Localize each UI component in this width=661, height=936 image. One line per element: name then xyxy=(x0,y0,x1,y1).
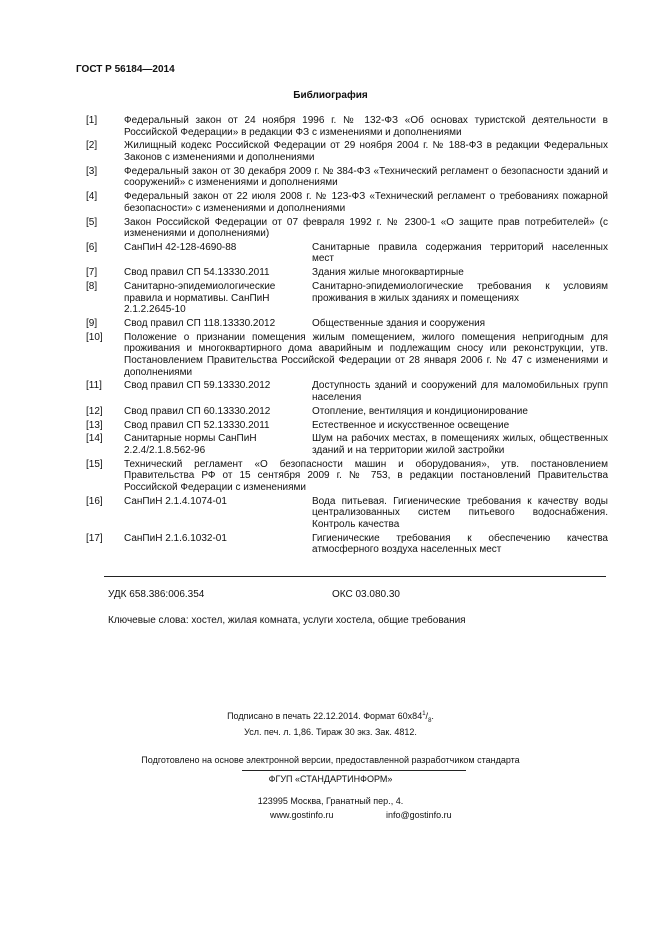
bibliography-entry xyxy=(86,433,608,456)
entry-number: [13] xyxy=(86,419,103,431)
entry-title: Доступность зданий и сооружений для маломобильных групп населения xyxy=(312,380,608,403)
entry-number: [14] xyxy=(86,433,103,445)
entry-document: Санитарно-эпидемиологические правила и нормативы. СанПиН 2.1.2.2645-10 xyxy=(124,281,276,316)
bibliography-entry xyxy=(86,242,608,265)
udc-code: УДК 658.386:006.354 xyxy=(108,589,205,600)
entry-text: Федеральный закон от 22 июля 2008 г. № 123-ФЗ «Технический регламент о требованиях пожарной безопасности» с изменениями и дополнениями xyxy=(124,191,608,214)
format-numerator: 1 xyxy=(422,711,426,717)
entry-document: СанПиН 2.1.4.1074-01 xyxy=(124,495,227,507)
entry-number: [7] xyxy=(86,267,98,279)
standard-code: ГОСТ Р 56184—2014 xyxy=(76,64,175,75)
bibliography-entry xyxy=(86,533,608,556)
entry-document: СанПиН 2.1.6.1032-01 xyxy=(124,532,227,544)
entry-number: [6] xyxy=(86,241,98,253)
bibliography-entry xyxy=(86,191,608,214)
entry-columns xyxy=(124,406,608,418)
bibliography-entry xyxy=(86,115,608,138)
bibliography-entry xyxy=(86,380,608,403)
entry-document: Свод правил СП 118.13330.2012 xyxy=(124,318,276,329)
entry-columns xyxy=(124,496,608,531)
entry-document: Свод правил СП 52.13330.2011 xyxy=(124,419,270,431)
imprint-signed-text: Подписано в печать 22.12.2014. Формат 60x84 xyxy=(227,711,423,721)
bibliography-entry xyxy=(86,332,608,378)
entry-title: Отопление, вентиляция и кондиционирование xyxy=(312,405,528,417)
entry-document: СанПиН 42-128-4690-88 xyxy=(124,241,237,253)
entry-columns xyxy=(124,380,608,403)
entry-title: Шум на рабочих местах, в помещениях жилых, общественных зданий и на территории жилой застройки xyxy=(312,433,608,456)
format-suffix: . xyxy=(431,711,434,721)
bibliography-entry xyxy=(86,166,608,189)
entry-number: [11] xyxy=(86,380,102,392)
entry-text: Положение о признании помещения жилым помещением, жилого помещения непригодным для проживания и многоквартирного дома аварийным и подлежащим сносу или реконструкции, утв. Постановлением Правительства Российской Федерации от 28 января 2006 г. № 47 с изменениями и дополнениями xyxy=(124,331,608,378)
entry-number: [2] xyxy=(86,140,98,152)
bibliography-entry xyxy=(86,267,608,279)
entry-title: Естественное и искусственное освещение xyxy=(312,419,510,431)
bibliography-entry xyxy=(86,140,608,163)
entry-document: Свод правил СП 60.13330.2012 xyxy=(124,405,271,417)
entry-columns xyxy=(124,242,608,265)
bibliography-list xyxy=(86,115,608,558)
bibliography-entry xyxy=(86,318,608,330)
entry-title: Санитарные правила содержания территорий населенных мест xyxy=(312,241,608,265)
entry-document: Свод правил СП 59.13330.2012 xyxy=(124,380,271,392)
bibliography-entry xyxy=(86,217,608,240)
imprint-print-info: Усл. печ. л. 1,86. Тираж 30 экз. Зак. 4812. xyxy=(244,727,417,737)
entry-number: [5] xyxy=(86,216,98,228)
publisher-address: 123995 Москва, Гранатный пер., 4. xyxy=(257,796,404,806)
entry-text: Федеральный закон от 24 ноября 1996 г. № 132-ФЗ «Об основах туристской деятельности в Российской Федерации» в редакции ФЗ с изменениями и дополнениями xyxy=(124,115,608,138)
bibliography-entry xyxy=(86,459,608,494)
divider xyxy=(104,576,606,577)
entry-text: Жилищный кодекс Российской Федерации от 29 ноября 2004 г. № 188-ФЗ в редакции Федеральных Законов с изменениями и дополнениями xyxy=(124,140,608,163)
bibliography-entry xyxy=(86,281,608,316)
entry-columns xyxy=(124,318,608,330)
page-title: Библиография xyxy=(293,90,368,101)
entry-text: Закон Российской Федерации от 07 февраля 1992 г. № 2300-1 «О защите прав потребителей» (с изменениями и дополнениями) xyxy=(124,216,608,240)
bibliography-entry xyxy=(86,406,608,418)
entry-title: Здания жилые многоквартирные xyxy=(312,267,464,279)
entry-title: Вода питьевая. Гигиенические требования к качеству воды централизованных систем питьевого водоснабжения. Контроль качества xyxy=(312,495,608,530)
entry-text: Технический регламент «О безопасности машин и оборудования», утв. постановлением Правительства РФ от 15 сентября 2009 г. № 753, в редакции постановлений Правительства Российской Федерации с изменениями xyxy=(124,458,608,493)
publisher-rule xyxy=(242,770,466,771)
entry-document: Свод правил СП 54.13330.2011 xyxy=(124,267,270,279)
entry-columns xyxy=(124,420,608,432)
entry-number: [3] xyxy=(86,165,98,177)
email-link[interactable]: info@gostinfo.ru xyxy=(386,810,452,820)
bibliography-entry xyxy=(86,496,608,531)
entry-document: Санитарные нормы СанПиН 2.2.4/2.1.8.562-96 xyxy=(124,433,257,456)
entry-number: [15] xyxy=(86,458,103,470)
entry-title: Общественные здания и сооружения xyxy=(312,318,486,329)
entry-number: [8] xyxy=(86,281,98,293)
entry-title: Санитарно-эпидемиологические требования к условиям проживания в жилых зданиях и помещениях xyxy=(312,281,608,304)
entry-title: Гигиенические требования к обеспечению качества атмосферного воздуха населенных мест xyxy=(312,532,608,556)
entry-number: [10] xyxy=(86,331,103,343)
entry-number: [12] xyxy=(86,405,103,417)
entry-columns xyxy=(124,281,608,316)
imprint-prepared: Подготовлено на основе электронной версии, предоставленной разработчиком стандарта xyxy=(141,755,520,765)
entry-number: [16] xyxy=(86,495,103,507)
imprint-signed: Подписано в печать 22.12.2014. Формат $60x84^1/_8$. xyxy=(227,711,434,724)
entry-number: [1] xyxy=(86,115,98,126)
entry-columns xyxy=(124,533,608,556)
entry-columns xyxy=(124,433,608,456)
entry-text: Федеральный закон от 30 декабря 2009 г. № 384-ФЗ «Технический регламент о безопасности зданий и сооружений» с изменениями и дополнениями xyxy=(124,165,608,189)
entry-number: [4] xyxy=(86,191,98,203)
entry-number: [9] xyxy=(86,318,98,329)
keywords: Ключевые слова: хостел, жилая комната, услуги хостела, общие требования xyxy=(108,615,466,626)
entry-number: [17] xyxy=(86,532,103,544)
entry-columns xyxy=(124,267,608,279)
format-denominator: 8 xyxy=(428,717,432,724)
bibliography-entry xyxy=(86,420,608,432)
website-link[interactable]: www.gostinfo.ru xyxy=(270,810,334,820)
publisher-name: ФГУП «СТАНДАРТИНФОРМ» xyxy=(268,774,393,784)
oks-code: ОКС 03.080.30 xyxy=(332,589,400,600)
